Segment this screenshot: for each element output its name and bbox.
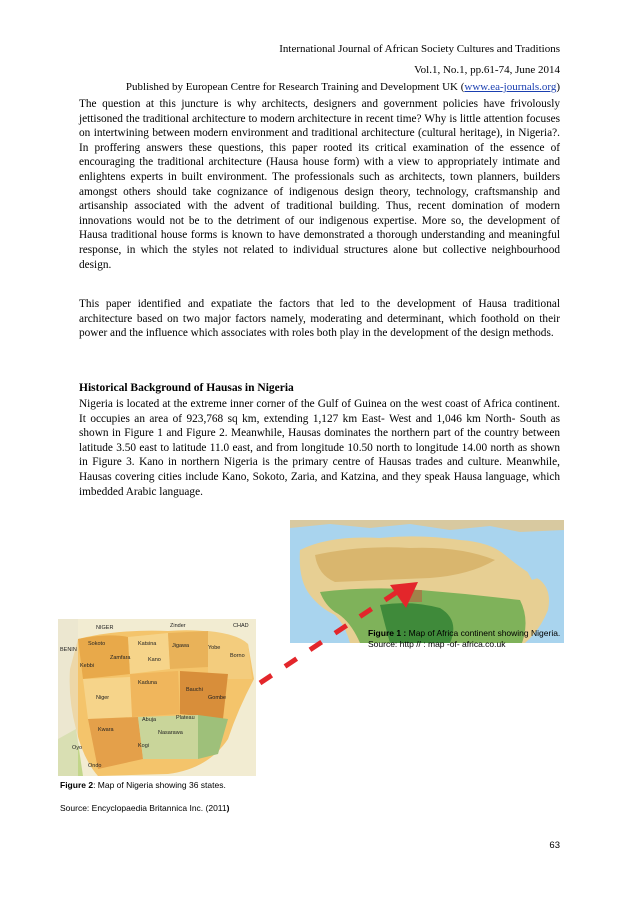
label-jigawa: Jigawa	[172, 643, 190, 649]
figure1-source: Source: http // : map -of- africa.co.uk	[368, 639, 506, 649]
label-ondo: Ondo	[88, 763, 102, 769]
figure2-label: Figure 2	[60, 780, 94, 790]
figure2-source-text: Source: Encyclopaedia Britannica Inc. (2011	[60, 803, 227, 813]
label-yobe: Yobe	[208, 645, 221, 651]
label-abuja: Abuja	[142, 717, 157, 723]
label-chad: CHAD	[233, 623, 249, 629]
label-kogi: Kogi	[138, 743, 150, 749]
figure2-source	[60, 803, 229, 814]
section-heading: Historical Background of Hausas in Nigeria	[79, 382, 294, 394]
page-number: 63	[549, 840, 560, 851]
label-borno: Borno	[230, 653, 245, 659]
label-katsina: Katsina	[138, 641, 157, 647]
paragraph-intro: The question at this juncture is why architects, designers and government policies have frivolously jettisoned the traditional architecture to modern architecture in recent time? Why is little attention focuses on intertwining between modern environment and traditional architecture (cultural heritage), in Nigeria?. In proffering answers these questions, this paper rooted its critical examination of the essence of encouraging the traditional architecture (Hausa house form) with a view to appropriately intimate and enlightens experts in built environment. The professionals such as architects, town planners, builders amongst others should take cognizance of indigenous design theory, technology, craftsmanship and artisanship associated with the advent of traditional building. Thus, recent domination of modern innovations would not be to the detriment of our indigenous expertise. More so, the development of Hausa traditional house forms is known to have demonstrated a thorough understanding and meaningful response, in which the styles not related to individual structures alone but collective neighbourhood design.	[79, 98, 560, 271]
label-benin: BENIN	[60, 647, 77, 653]
volume-info: Vol.1, No.1, pp.61-74, June 2014	[414, 64, 560, 76]
label-bauchi: Bauchi	[186, 687, 203, 693]
label-sokoto: Sokoto	[88, 641, 106, 647]
label-kaduna: Kaduna	[138, 680, 157, 686]
journal-website-link[interactable]: www.ea-journals.org	[464, 81, 557, 93]
publisher-line	[126, 80, 560, 94]
label-kebbi: Kebbi	[80, 663, 95, 669]
journal-title: International Journal of African Society Cultures and Traditions	[279, 43, 560, 55]
figure2-caption	[60, 780, 226, 791]
figure2-text: : Map of Nigeria showing 36 states.	[93, 780, 226, 790]
label-zamfara: Zamfara	[110, 655, 131, 661]
label-gombe: Gombe	[208, 695, 227, 701]
paragraph-history: Nigeria is located at the extreme inner corner of the Gulf of Guinea on the west coast of Africa continent. It occupies an area of 923,768 sq km, extending 1,127 km East- West and 1,046 km North- South as shown in Figure 1 and Figure 2. Meanwhile, Hausas dominates the northern part of the country between latitude 3.50 east to latitude 11.0 east, and from longitude 10.50 north to longitude 14.00 north as shown in Figure 3. Kano in northern Nigeria is the primary centre of Hausas trades and culture. Meanwhile, Hausas covering cities include Kano, Sokoto, Zaria, and Katzina, and they speak Hausa language, which imbedded Arabic language.	[79, 398, 560, 498]
paragraph-factors: This paper identified and expatiate the factors that led to the development of Hausa traditional architecture based on two major factors namely, moderating and determinant, which foothold on their power and the influence which associates with roles both play in the development of the design methods.	[79, 298, 560, 340]
label-kano: Kano	[148, 657, 161, 663]
figure1-caption	[368, 628, 568, 650]
label-nasarawa: Nasarawa	[158, 730, 183, 736]
label-niger-state: Niger	[96, 695, 110, 701]
label-kwara: Kwara	[98, 727, 114, 733]
figure1-label: Figure 1 :	[368, 628, 407, 638]
label-oyo: Oyo	[72, 745, 83, 751]
label-plateau: Plateau	[176, 715, 195, 721]
nigeria-map-figure	[58, 619, 256, 776]
label-niger-country: NIGER	[96, 625, 114, 631]
publisher-prefix: Published by European Centre for Research Training and Development UK (	[125, 81, 465, 93]
figure2-source-close: )	[226, 803, 230, 813]
figure1-text: Map of Africa continent showing Nigeria.	[406, 628, 561, 638]
label-zinder: Zinder	[170, 623, 186, 629]
publisher-suffix: )	[556, 81, 560, 93]
